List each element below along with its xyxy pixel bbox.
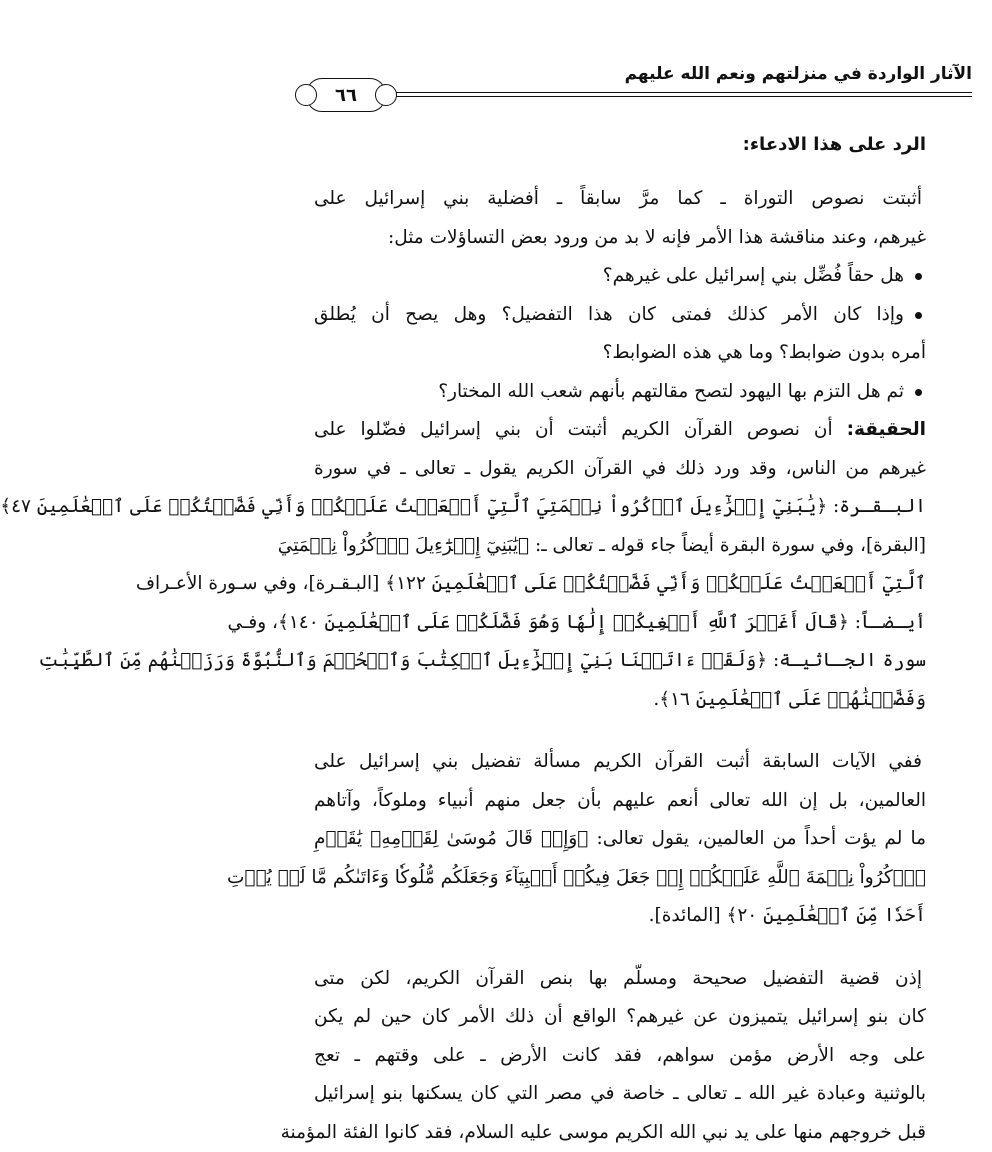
bullet-icon: [915, 389, 922, 396]
bullet-item: [314, 373, 926, 412]
text-line: أيـضـاً: ﴿قَالَ أَغَيۡرَ ٱللَّهِ أَبۡغِيكُمۡ إِلَٰهٗا وَهُوَ فَضَّلَكُمۡ عَلَى ٱلۡعَٰلَمِينَ ١٤٠﴾، وفـي: [314, 604, 926, 643]
page-content: [314, 126, 926, 1152]
bullet-item: [314, 257, 926, 296]
bullet-line: [314, 296, 926, 335]
truth-text: أن نصوص القرآن الكريم أثبتت أن بني إسرائيل فضّلوا على: [314, 419, 847, 440]
book-page: [240, 0, 992, 1102]
page-number: ٦٦: [331, 85, 361, 106]
text-line: العالمين، بل إن الله تعالى أنعم عليهم بأن جعل منهم أنبياء وملوكاً، وآتاهم: [314, 782, 926, 821]
section-heading: الرد على هذا الادعاء:: [314, 126, 926, 164]
text-line: وَفَضَّلۡنَٰهُمۡ عَلَى ٱلۡعَٰلَمِينَ ١٦﴾.: [314, 681, 926, 720]
page-header: [296, 58, 972, 106]
bullet-text: هل حقاً فُضِّل بني إسرائيل على غيرهم؟: [603, 265, 904, 286]
text-line: إذن قضية التفضيل صحيحة ومسلّم بها بنص القرآن الكريم، لكن متى: [314, 960, 926, 999]
paragraph-1: [314, 180, 926, 257]
bullet-item: [314, 296, 926, 373]
text-line: ما لم يؤت أحداً من العالمين، يقول تعالى: ﴿وَإِذۡ قَالَ مُوسَىٰ لِقَوۡمِهِۦ يَٰقَوۡمِ: [314, 820, 926, 859]
paragraph-truth: [314, 411, 926, 719]
bullet-text: وإذا كان الأمر كذلك فمتى كان هذا التفضيل؟ وهل يصح أن يُطلق: [314, 304, 904, 325]
text-line: أَحَدٗا مِّنَ ٱلۡعَٰلَمِينَ ٢٠﴾ [المائدة].: [314, 897, 926, 936]
paragraph-4: [314, 960, 926, 1152]
text-line: غيرهم، وعند مناقشة هذا الأمر فإنه لا بد من ورود بعض التساؤلات مثل:: [314, 219, 926, 258]
header-rule-thin: [296, 96, 972, 97]
text-line: ففي الآيات السابقة أثبت القرآن الكريم مسألة تفضيل بني إسرائيل على: [314, 743, 926, 782]
text-line: [314, 411, 926, 450]
text-line: البـقـرة: ﴿يَٰبَنِيٓ إِسۡرَٰٓءِيلَ ٱذۡكُرُواْ نِعۡمَتِيَ ٱلَّتِيٓ أَنۡعَمۡتُ عَلَيۡكُمۡ وَأَنِّي فَضَّلۡتُكُمۡ عَلَى ٱلۡعَٰلَمِينَ ٤٧﴾: [314, 488, 926, 527]
text-line: قبل خروجهم منها على يد نبي الله الكريم موسى عليه السلام، فقد كانوا الفئة المؤمنة: [314, 1114, 926, 1152]
truth-label: الحقيقة:: [847, 419, 926, 440]
bullet-icon: [915, 273, 922, 280]
text-line: بالوثنية وعبادة غير الله ـ تعالى ـ خاصة في مصر التي كان يسكنها بنو إسرائيل: [314, 1075, 926, 1114]
bullet-icon: [915, 312, 922, 319]
text-line: كان بنو إسرائيل يتميزون عن غيرهم؟ الواقع أن ذلك الأمر كان حين لم يكن: [314, 998, 926, 1037]
bullet-text: ثم هل التزم بها اليهود لتصح مقالتهم بأنهم شعب الله المختار؟: [438, 381, 904, 402]
paragraph-3: [314, 743, 926, 936]
text-line: على وجه الأرض مؤمن سواهم، فقد كانت الأرض ـ على وقتهم ـ تعج: [314, 1037, 926, 1076]
text-line: أثبتت نصوص التوراة ـ كما مرَّ سابقاً ـ أفضلية بني إسرائيل على: [314, 180, 926, 219]
running-title: الآثار الواردة في منزلتهم ونعم الله عليهم: [625, 64, 972, 84]
page-number-frame: [306, 78, 386, 112]
header-rule: [296, 92, 972, 93]
text-line: سورة الجـاثيـة: ﴿وَلَقَدۡ ءَاتَيۡنَا بَنِيٓ إِسۡرَٰٓءِيلَ ٱلۡكِتَٰبَ وَٱلۡحُكۡمَ وَٱلنُّبُوَّةَ وَرَزَقۡنَٰهُم مِّنَ ٱلطَّيِّبَٰتِ: [314, 642, 926, 681]
text-line: [البقرة]، وفي سورة البقرة أيضاً جاء قوله ـ تعالى ـ: ﴿يَٰبَنِيٓ إِسۡرَٰٓءِيلَ ٱذۡكُرُواْ نِعۡمَتِيَ: [314, 527, 926, 566]
text-line: ٱلَّتِيٓ أَنۡعَمۡتُ عَلَيۡكُمۡ وَأَنِّي فَضَّلۡتُكُمۡ عَلَى ٱلۡعَٰلَمِينَ ١٢٢﴾ [البـقـرة]، وفي سـورة الأعـراف: [314, 565, 926, 604]
bullet-text: أمره بدون ضوابط؟ وما هي هذه الضوابط؟: [314, 334, 926, 373]
text-line: ٱذۡكُرُواْ نِعۡمَةَ ٱللَّهِ عَلَيۡكُمۡ إِذۡ جَعَلَ فِيكُمۡ أَنۢبِيَآءَ وَجَعَلَكُم مُّلُوكٗا وَءَاتَىٰكُم مَّا لَمۡ يُؤۡتِ: [314, 859, 926, 898]
text-line: غيرهم من الناس، وقد ورد ذلك في القرآن الكريم يقول ـ تعالى ـ في سورة: [314, 450, 926, 489]
